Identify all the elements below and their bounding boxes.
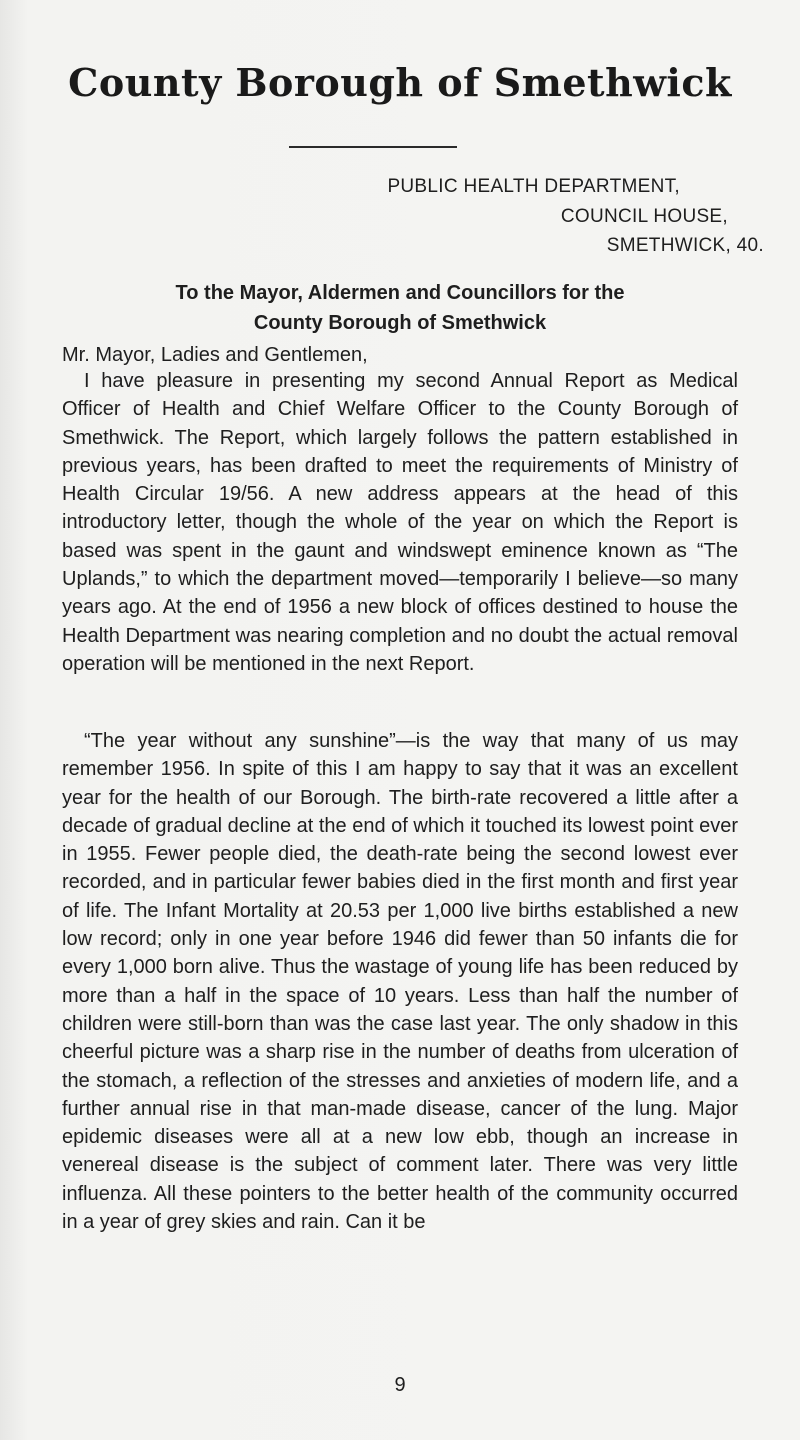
address-line-department: PUBLIC HEALTH DEPARTMENT,: [387, 176, 680, 197]
page-number: 9: [394, 1374, 406, 1396]
body-paragraph-2: “The year without any sunshine”—is the way that many of us may remember 1956. In spite of this I am happy to say that it was an excellent year for the health of our Borough. The birth-rate recovered a little after a decade of gradual decline at the end of which it touched its lowest point ever in 1955. Fewer people died, the death-rate being the second lowest ever recorded, and in particular fewer babies died in the first month and first year of life. The Infant Mortality at 20.53 per 1,000 live births established a new low record; only in one year before 1946 did fewer than 50 infants die for every 1,000 born alive. Thus the wastage of young life has been reduced by more than a half in the space of 10 years. Less than half the number of children were still-born than was the case last year. The only shadow in this cheerful picture was a sharp rise in the number of deaths from ulceration of the stomach, a reflection of the stresses and anxieties of modern life, and a further annual rise in that man-made disease, cancer of the lung. Major epidemic diseases were all at a new low ebb, though an increase in venereal disease is the subject of comment later. There was very little influenza. All these pointers to the better health of the community occurred in a year of grey skies and rain. Can it be: [62, 730, 738, 1234]
title-divider: [289, 146, 457, 148]
body-paragraph-1: I have pleasure in presenting my second Annual Report as Medical Officer of Health and Chief Welfare Officer to the County Borough of Smethwick. The Report, which largely follows the pattern established in previous years, has been drafted to meet the requirements of Ministry of Health Circular 19/56. A new address appears at the head of this introductory letter, though the whole of the year on which the Report is based was spent in the gaunt and windswept eminence known as “The Uplands,” to which the department moved—temporarily I believe—so many years ago. At the end of 1956 a new block of offices destined to house the Health Department was nearing completion and no doubt the actual removal operation will be mentioned in the next Report.: [62, 370, 738, 675]
page-title: County Borough of Smethwick: [68, 60, 732, 105]
greeting: Mr. Mayor, Ladies and Gentlemen,: [62, 344, 368, 366]
salutation-heading: [60, 278, 740, 338]
salutation-heading-line2: County Borough of Smethwick: [253, 312, 547, 334]
salutation-heading-line1: To the Mayor, Aldermen and Councillors for the: [175, 282, 625, 304]
address-line-town: SMETHWICK, 40.: [606, 235, 764, 256]
address-line-building: COUNCIL HOUSE,: [560, 206, 728, 227]
